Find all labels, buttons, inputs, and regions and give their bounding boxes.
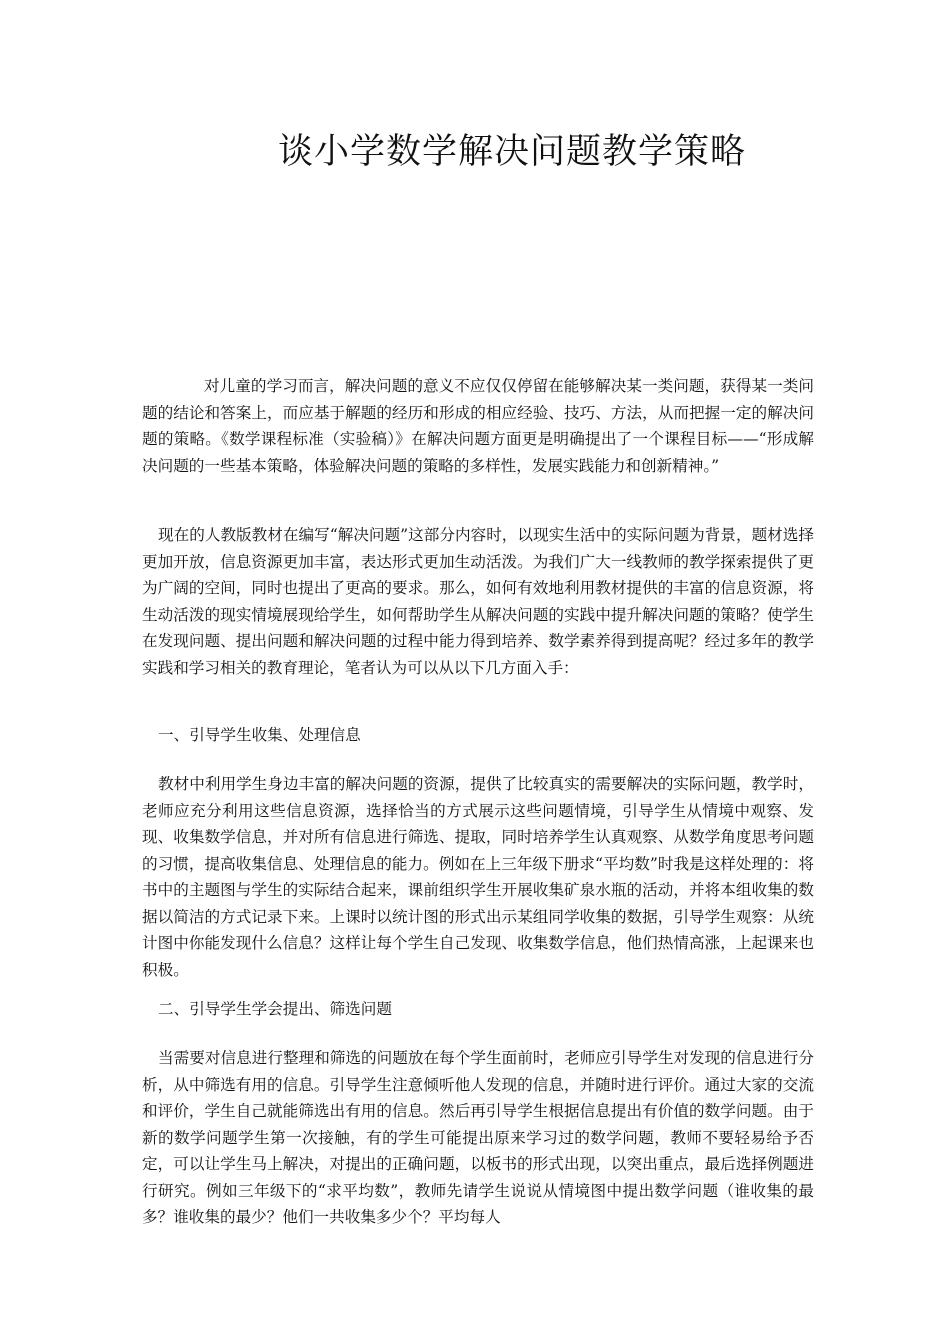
- paragraph-background: 现在的人教版教材在编写“解决问题”这部分内容时，以现实生活中的实际问题为背景，题材选择更加开放，信息资源更加丰富，表达形式更加生动活泼。为我们广大一线教师的教学探索提供了更为广阔的空间，同时也提出了更高的要求。那么，如何有效地利用教材提供的丰富的信息资源，将生动活泼的现实情境展现给学生，如何帮助学生从解决问题的实践中提升解决问题的策略？使学生在发现问题、提出问题和解决问题的过程中能力得到培养、数学素养得到提高呢？经过多年的教学实践和学习相关的教育理论，笔者认为可以从以下几方面入手：: [142, 526, 814, 677]
- paragraph-section-2: 当需要对信息进行整理和筛选的问题放在每个学生面前时，老师应引导学生对发现的信息进行分析，从中筛选有用的信息。引导学生注意倾听他人发现的信息，并随时进行评价。通过大家的交流和评价，学生自己就能筛选出有用的信息。然后再引导学生根据信息提出有价值的数学问题。由于新的数学问题学生第一次接触，有的学生可能提出原来学习过的数学问题，教师不要轻易给予否定，可以让学生马上解决，对提出的正确问题，以板书的形式出现，以突出重点，最后选择例题进行研究。例如三年级下的“求平均数”，教师先请学生说说从情境图中提出数学问题（谁收集的最多？谁收集的最少？他们一共收集多少个？平均每人: [142, 1049, 814, 1226]
- paragraph-intro: 对儿童的学习而言，解决问题的意义不应仅仅停留在能够解决某一类问题，获得某一类问题的结论和答案上，而应基于解题的经历和形成的相应经验、技巧、方法，从而把握一定的解决问题的策略。《数学课程标准（实验稿）》在解决问题方面更是明确提出了一个课程目标——“形成解决问题的一些基本策略，体验解决问题的策略的多样性，发展实践能力和创新精神。”: [142, 377, 814, 475]
- document-title: 谈小学数学解决问题教学策略: [278, 132, 747, 172]
- section-heading-2: 二、引导学生学会提出、筛选问题: [158, 1000, 392, 1018]
- section-heading-1: 一、引导学生收集、处理信息: [158, 726, 361, 744]
- paragraph-section-1: 教材中利用学生身边丰富的解决问题的资源，提供了比较真实的需要解决的实际问题，教学时，老师应充分利用这些信息资源，选择恰当的方式展示这些问题情境，引导学生从情境中观察、发现、收集数学信息，并对所有信息进行筛选、提取，同时培养学生认真观察、从数学角度思考问题的习惯，提高收集信息、处理信息的能力。例如在上三年级下册求“平均数”时我是这样处理的：将书中的主题图与学生的实际结合起来，课前组织学生开展收集矿泉水瓶的活动，并将本组收集的数据以简洁的方式记录下来。上课时以统计图的形式出示某组同学收集的数据，引导学生观察：从统计图中你能发现什么信息？这样让每个学生自己发现、收集数学信息，他们热情高涨，上起课来也积极。: [142, 775, 814, 979]
